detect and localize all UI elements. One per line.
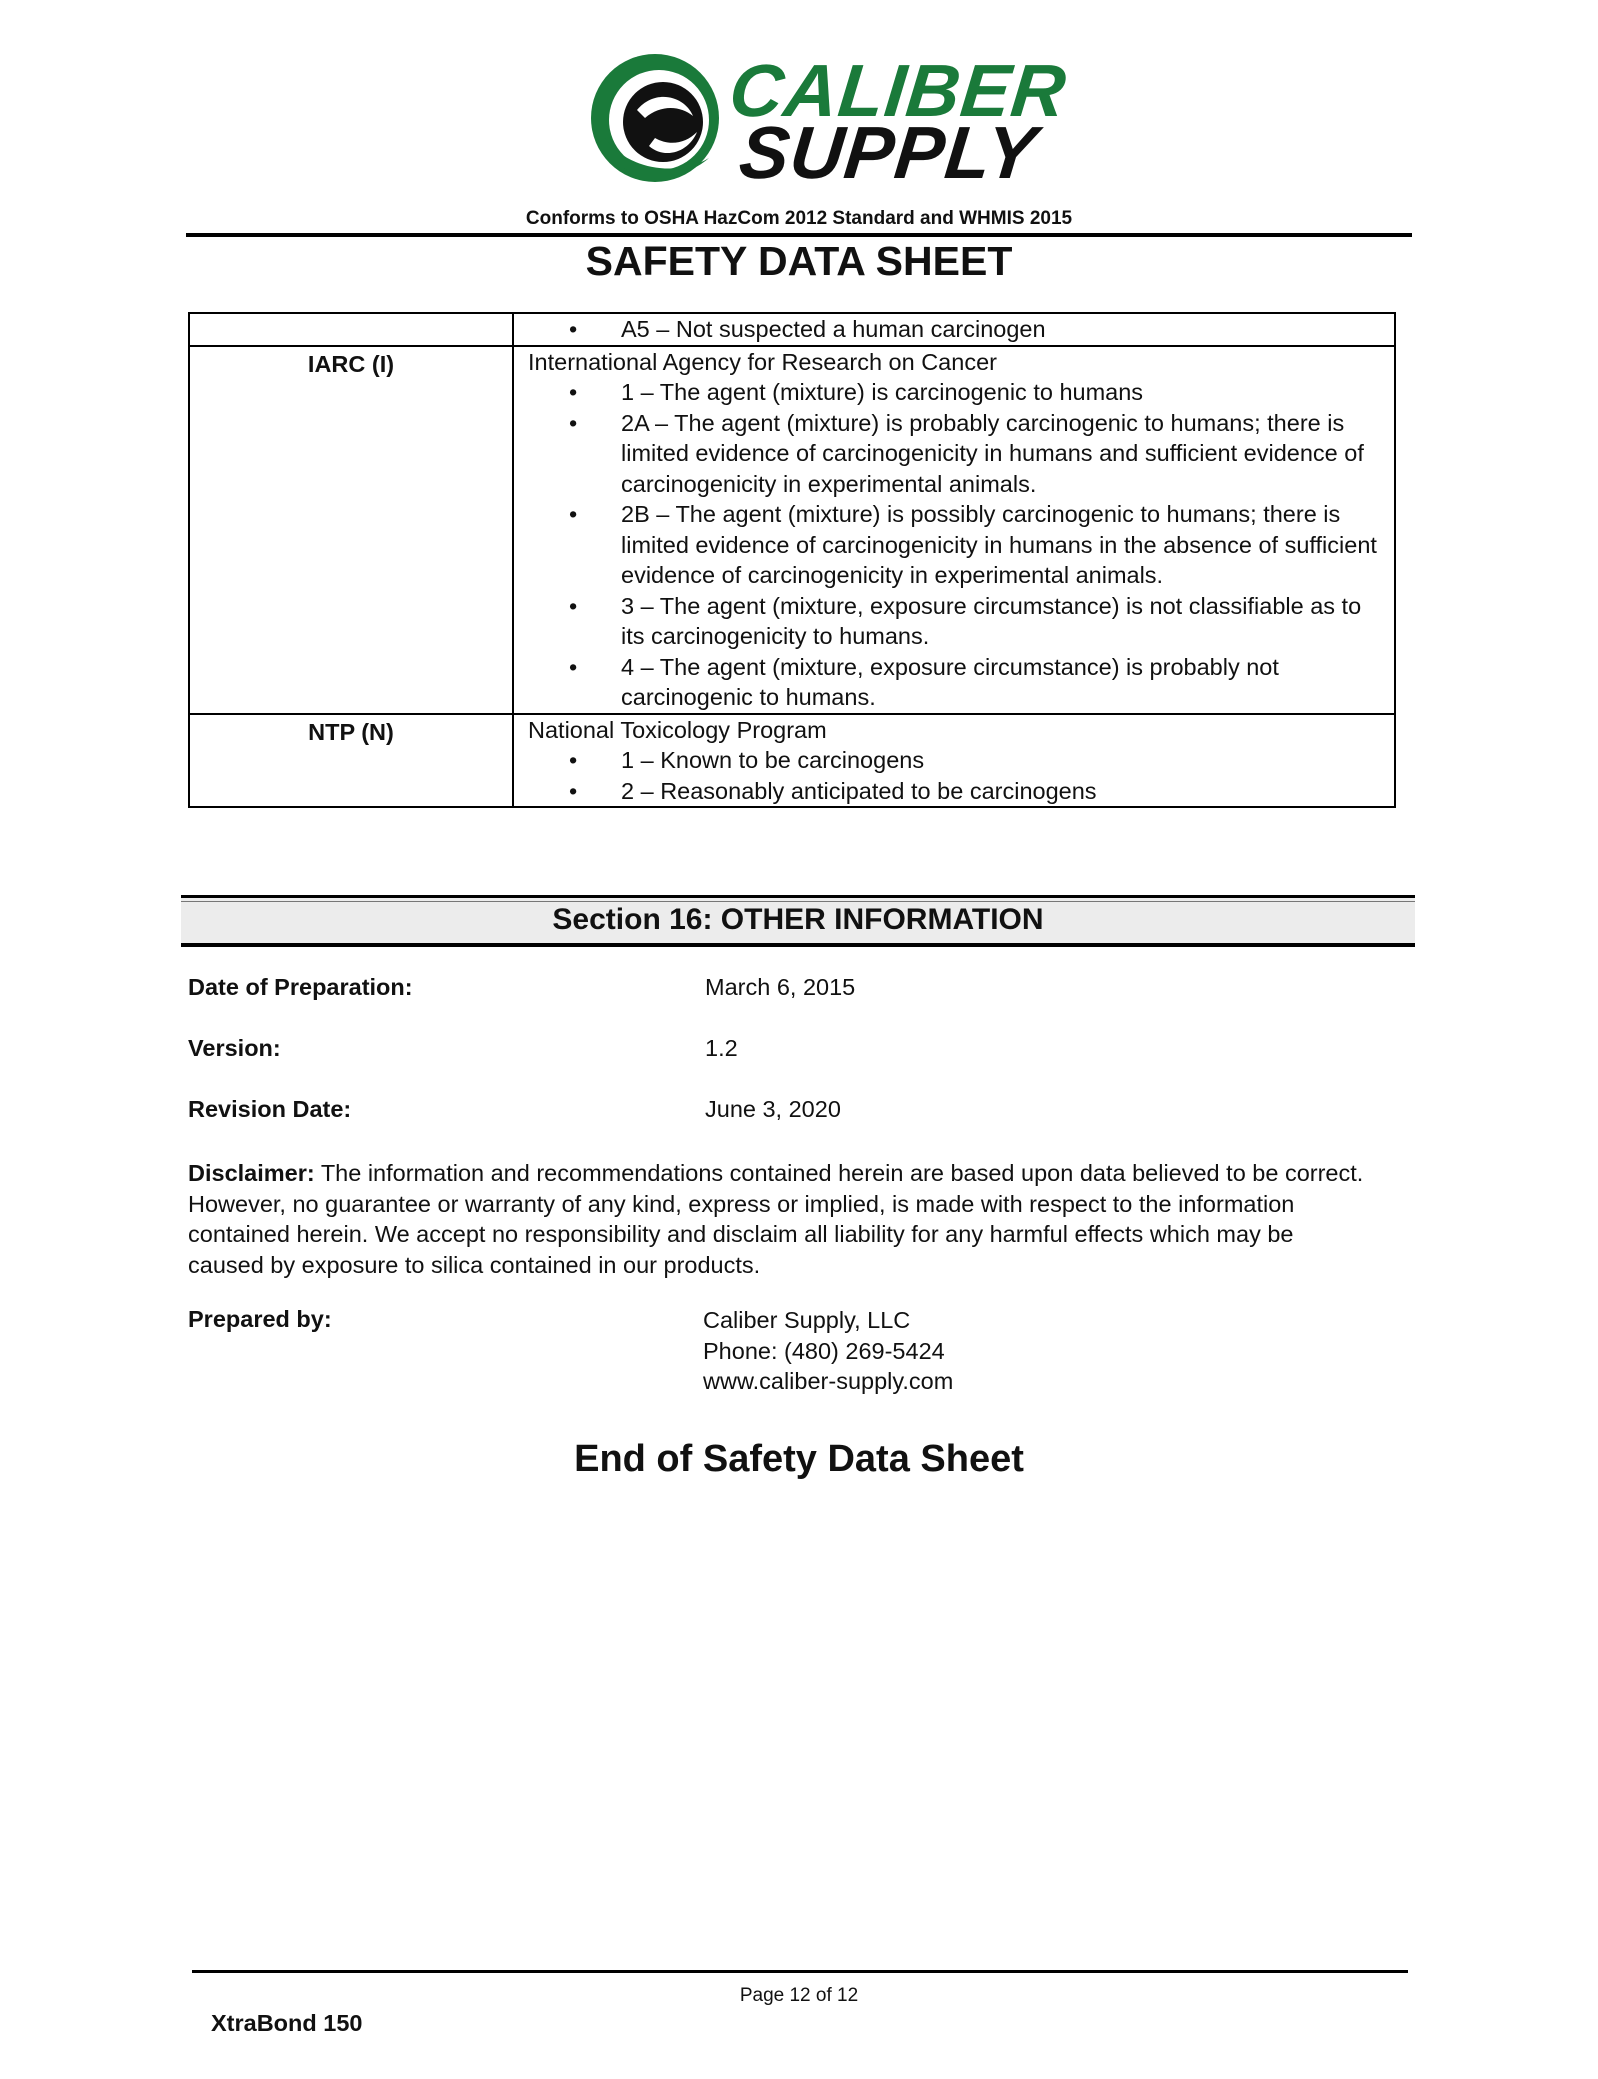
list-item: • 1 – Known to be carcinogens [528, 745, 1382, 776]
disclaimer-label: Disclaimer: [188, 1160, 315, 1186]
prepared-by-details [703, 1305, 953, 1397]
bullet-list [528, 314, 1382, 345]
product-name: XtraBond 150 [211, 2010, 363, 2036]
list-item: • 2A – The agent (mixture) is probably carcinogenic to humans; there is limited evidence of carcinogenicity in humans and sufficient evidence of carcinogenicity in experimental animals. [528, 408, 1382, 500]
description-cell [513, 714, 1395, 808]
logo-wordmark [725, 48, 1071, 194]
prepared-website[interactable]: www.caliber-supply.com [703, 1368, 954, 1394]
disclaimer [188, 1158, 1368, 1280]
prepared-company: Caliber Supply, LLC [703, 1307, 911, 1333]
agency-cell: NTP (N) [189, 714, 513, 808]
carcinogen-table [188, 312, 1396, 808]
revision-date-value: June 3, 2020 [705, 1096, 841, 1122]
agency-full-name: International Agency for Research on Cancer [528, 348, 997, 375]
footer-divider [192, 1970, 1408, 1973]
revision-date-label: Revision Date: [188, 1096, 352, 1122]
logo-line-supply: SUPPLY [735, 111, 1042, 194]
table-row [189, 346, 1395, 714]
header-divider [186, 233, 1412, 237]
description-cell [513, 313, 1395, 346]
table-row [189, 714, 1395, 808]
section-heading-text: Section 16: OTHER INFORMATION [552, 903, 1044, 936]
date-of-preparation-label: Date of Preparation: [188, 974, 413, 1000]
date-of-preparation-value: March 6, 2015 [705, 974, 856, 1000]
version-label: Version: [188, 1035, 281, 1061]
page-number: Page 12 of 12 [739, 1985, 859, 2006]
disclaimer-text: The information and recommendations contained herein are based upon data believed to be correct. However, no guarantee or warranty of any kind, express or implied, is made with respect to the information contained herein. We accept no responsibility and disclaim all liability for any harmful effects which may be caused by exposure to silica contained in our products. [188, 1160, 1364, 1278]
prepared-by-label: Prepared by: [188, 1306, 332, 1332]
caliber-swirl-icon [585, 48, 725, 188]
section-16-heading [181, 895, 1415, 947]
agency-cell [189, 313, 513, 346]
version-value: 1.2 [705, 1035, 738, 1061]
list-item: • 1 – The agent (mixture) is carcinogenic to humans [528, 377, 1382, 408]
conformance-statement: Conforms to OSHA HazCom 2012 Standard and WHMIS 2015 [525, 208, 1073, 229]
description-cell [513, 346, 1395, 714]
list-item: • A5 – Not suspected a human carcinogen [528, 314, 1382, 345]
table-row [189, 313, 1395, 346]
bullet-list [528, 377, 1382, 713]
list-item: • 4 – The agent (mixture, exposure circumstance) is probably not carcinogenic to humans. [528, 652, 1382, 713]
list-item: • 3 – The agent (mixture, exposure circumstance) is not classifiable as to its carcinogenicity to humans. [528, 591, 1382, 652]
company-logo [585, 48, 1071, 194]
bullet-list [528, 745, 1382, 806]
list-item: • 2B – The agent (mixture) is possibly carcinogenic to humans; there is limited evidence of carcinogenicity in humans in the absence of sufficient evidence of carcinogenicity in experimental animals. [528, 499, 1382, 591]
document-title: SAFETY DATA SHEET [585, 238, 1013, 284]
logo-line-caliber: CALIBER [725, 49, 1071, 132]
end-of-document-title: End of Safety Data Sheet [574, 1438, 1024, 1480]
agency-full-name: National Toxicology Program [528, 716, 827, 743]
list-item: • 2 – Reasonably anticipated to be carcinogens [528, 776, 1382, 807]
agency-cell: IARC (I) [189, 346, 513, 714]
prepared-phone: Phone: (480) 269-5424 [703, 1337, 945, 1364]
